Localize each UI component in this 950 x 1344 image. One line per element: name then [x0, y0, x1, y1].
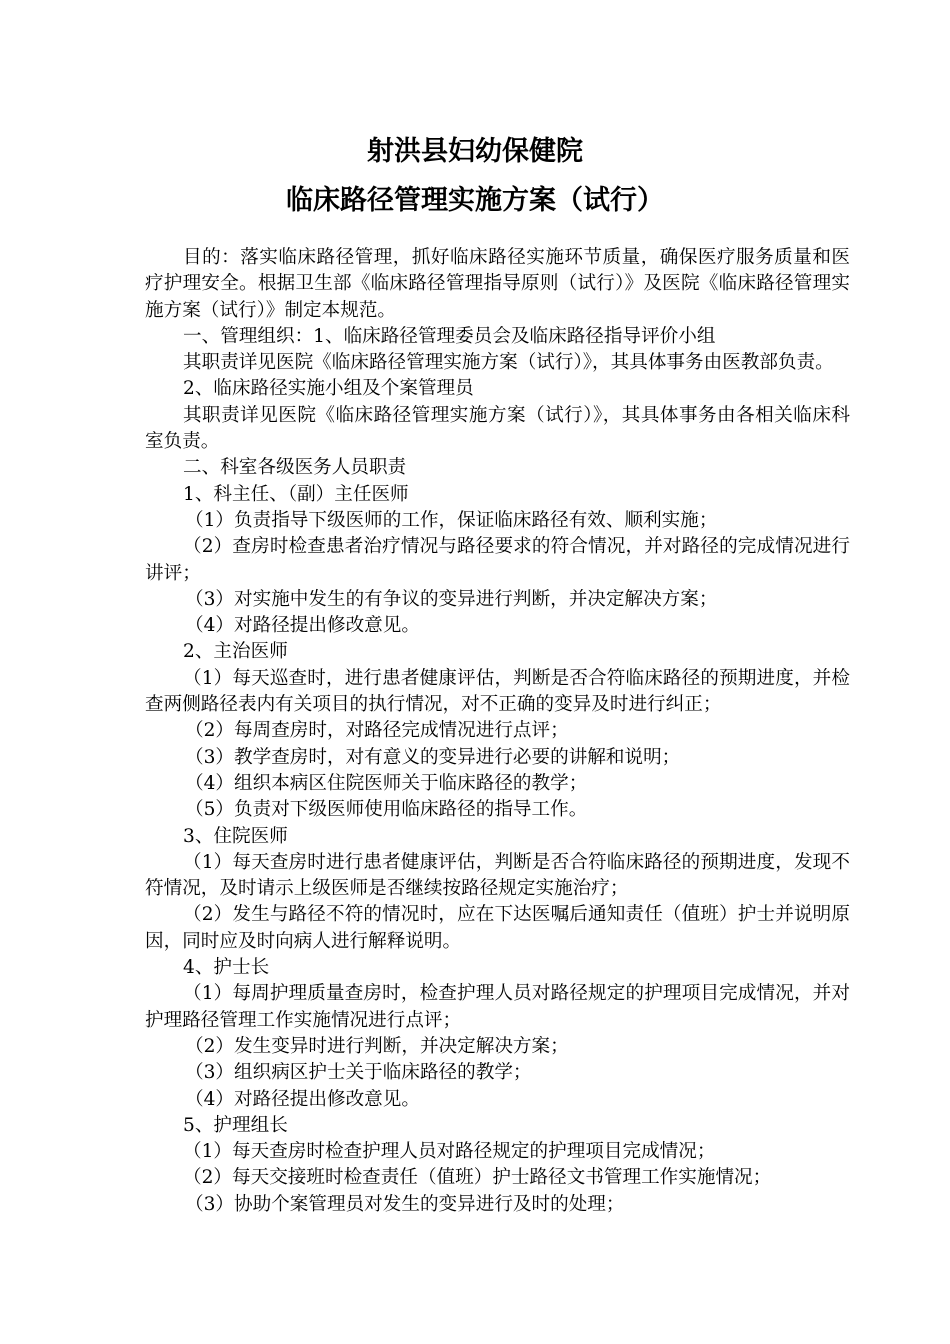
- document-title-plan: 临床路径管理实施方案（试行）: [286, 185, 664, 216]
- paragraph-section-1-item-2: 2、临床路径实施小组及个案管理员: [183, 378, 474, 400]
- paragraph-role-head-nurse: 4、护士长: [183, 957, 270, 979]
- paragraph-attending-duty-5: （5）负责对下级医师使用临床路径的指导工作。: [185, 799, 588, 821]
- paragraph-director-duty-3: （3）对实施中发生的有争议的变异进行判断，并决定解决方案；: [185, 588, 718, 610]
- paragraph-resident-duty-2: （2）发生与路径不符的情况时，应在下达医嘱后通知责任（值班）护士并说明原因，同时应及时向病人进行解释说明。: [145, 904, 850, 952]
- document-body: [145, 245, 850, 1218]
- paragraph-role-resident: 3、住院医师: [183, 825, 288, 847]
- paragraph-director-duty-4: （4）对路径提出修改意见。: [185, 615, 420, 637]
- paragraph-head-nurse-duty-1: （1）每周护理质量查房时，检查护理人员对路径规定的护理项目完成情况，并对护理路径管理工作实施情况进行点评；: [145, 983, 850, 1031]
- paragraph-attending-duty-4: （4）组织本病区住院医师关于临床路径的教学；: [185, 772, 588, 794]
- paragraph-team-leader-duty-3: （3）协助个案管理员对发生的变异进行及时的处理；: [185, 1193, 625, 1215]
- document-title-hospital: 射洪县妇幼保健院: [367, 136, 583, 167]
- paragraph-section-1-heading: 一、管理组织：1、临床路径管理委员会及临床路径指导评价小组: [183, 325, 716, 347]
- paragraph-head-nurse-duty-2: （2）发生变异时进行判断，并决定解决方案；: [185, 1035, 569, 1057]
- paragraph-role-nursing-team-leader: 5、护理组长: [183, 1114, 288, 1136]
- paragraph-purpose: 目的：落实临床路径管理，抓好临床路径实施环节质量，确保医疗服务质量和医疗护理安全。根据卫生部《临床路径管理指导原则（试行）》及医院《临床路径管理实施方案（试行）》制定本规范。: [145, 247, 850, 321]
- paragraph-director-duty-2: （2）查房时检查患者治疗情况与路径要求的符合情况，并对路径的完成情况进行讲评；: [145, 536, 850, 584]
- paragraph-head-nurse-duty-3: （3）组织病区护士关于临床路径的教学；: [185, 1062, 532, 1084]
- paragraph-team-leader-duty-1: （1）每天查房时检查护理人员对路径规定的护理项目完成情况；: [183, 1141, 716, 1163]
- paragraph-head-nurse-duty-4: （4）对路径提出修改意见。: [185, 1088, 420, 1110]
- paragraph-section-1-item-2-duty: 其职责详见医院《临床路径管理实施方案（试行）》，其具体事务由各相关临床科室负责。: [145, 404, 850, 453]
- paragraph-section-2-heading: 二、科室各级医务人员职责: [183, 457, 407, 479]
- paragraph-role-attending: 2、主治医师: [183, 641, 288, 663]
- paragraph-role-director: 1、科主任、（副）主任医师: [183, 483, 409, 505]
- paragraph-team-leader-duty-2: （2）每天交接班时检查责任（值班）护士路径文书管理工作实施情况；: [183, 1167, 772, 1189]
- paragraph-resident-duty-1: （1）每天查房时进行患者健康评估，判断是否合符临床路径的预期进度，发现不符情况，及时请示上级医师是否继续按路径规定实施治疗；: [145, 851, 850, 900]
- paragraph-director-duty-1: （1）负责指导下级医师的工作，保证临床路径有效、顺利实施；: [185, 509, 718, 531]
- paragraph-section-1-duty: 其职责详见医院《临床路径管理实施方案（试行）》，其具体事务由医教部负责。: [183, 352, 834, 374]
- paragraph-attending-duty-2: （2）每周查房时，对路径完成情况进行点评；: [185, 720, 569, 742]
- paragraph-attending-duty-1: （1）每天巡查时，进行患者健康评估，判断是否合符临床路径的预期进度，并检查两侧路径表内有关项目的执行情况，对不正确的变异及时进行纠正；: [145, 667, 850, 716]
- paragraph-attending-duty-3: （3）教学查房时，对有意义的变异进行必要的讲解和说明；: [185, 746, 681, 768]
